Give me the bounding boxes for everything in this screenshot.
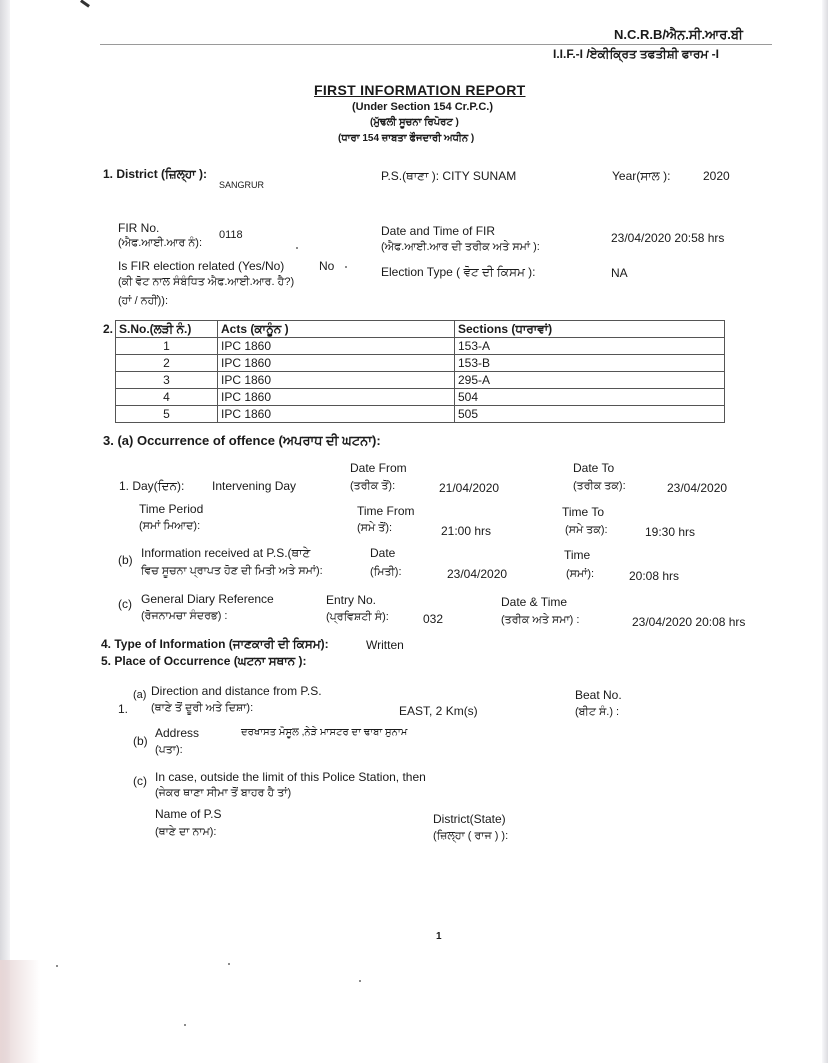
gd-label-pa: (ਰੋਜਨਾਮਚਾ ਸੰਦਰਭ) : [141,610,228,622]
report-subtitle-pa-2: (ਧਾਰਾ 154 ਜ਼ਾਬਤਾ ਫੌਜਦਾਰੀ ਅਧੀਨ ) [338,133,475,144]
acts-section-number: 2. [103,322,114,336]
table-row [116,355,725,372]
table-row [116,389,725,406]
time-from-label: Time From [357,504,415,518]
scan-speck [184,1024,186,1026]
gd-marker: (c) [118,597,132,611]
date-to-value: 23/04/2020 [667,481,728,495]
cell-sno: 3 [116,372,218,389]
district-state-label: District(State) [433,812,506,826]
cell-act: IPC 1860 [218,338,455,355]
date-to-label: Date To [573,461,615,475]
fir-no-value: 0118 [219,229,243,241]
entry-no-label: Entry No. [326,593,377,607]
address-label: Address [155,726,200,740]
info-received-label-pa: ਵਿਚ ਸੂਚਨਾ ਪ੍ਰਾਪਤ ਹੋਣ ਦੀ ਮਿਤੀ ਅਤੇ ਸਮਾਂ): [141,565,323,577]
election-related-value: No [319,259,335,273]
time-period-label: Time Period [139,502,204,516]
date-from-label: Date From [350,461,407,475]
scan-speck [80,0,90,8]
time-from-label-pa: (ਸਮੇ ਤੋਂ): [357,522,393,534]
fir-datetime-value: 23/04/2020 20:58 hrs [611,231,725,245]
iif-label: I.I.F.-I /ਏਕੀਕ੍ਰਿਤ ਤਫਤੀਸ਼ੀ ਫਾਰਮ -I [553,47,719,61]
ncrb-label: N.C.R.B/ਐਨ.ਸੀ.ਆਰ.ਬੀ [614,27,743,42]
scan-speck [345,266,347,268]
info-date-label: Date [370,546,396,560]
fir-datetime-label-pa: (ਐਫ.ਆਈ.ਆਰ ਦੀ ਤਰੀਕ ਅਤੇ ਸਮਾਂ ): [381,241,540,253]
info-time-value: 20:08 hrs [629,569,680,583]
occurrence-heading: 3. (a) Occurrence of offence (ਅਪਰਾਧ ਦੀ ਘਟਨਾ): [103,433,381,448]
district-state-label-pa: (ਜ਼ਿਲ੍ਹਾ ( ਰਾਜ ) ): [433,830,509,842]
acts-table [115,320,725,423]
info-type-value: Written [366,638,404,652]
time-from-value: 21:00 hrs [441,524,492,538]
beat-no-label-pa: (ਬੀਟ ਸੰ.) : [575,706,620,718]
cell-sno: 2 [116,355,218,372]
date-from-label-pa: (ਤਰੀਕ ਤੋਂ): [350,480,396,492]
election-related-label-pa-2: (ਹਾਂ / ਨਹੀਂ)): [118,295,169,307]
outside-ps-label-pa: (ਜੇਕਰ ਥਾਣਾ ਸੀਮਾ ਤੋਂ ਬਾਹਰ ਹੈ ਤਾਂ) [155,787,292,799]
header-rule [100,44,772,45]
date-from-value: 21/04/2020 [439,481,500,495]
election-type-label: Election Type ( ਵੋਟ ਦੀ ਕਿਸਮ ): [381,265,536,279]
election-related-label-pa: (ਕੀ ਵੋਟ ਨਾਲ ਸੰਬੰਧਿਤ ਐਫ.ਆਈ.ਆਰ. ਹੈ?) [118,276,295,288]
cell-section: 153-B [455,355,725,372]
cell-section: 295-A [455,372,725,389]
time-to-label-pa: (ਸਮੇ ਤਕ): [565,524,608,536]
day-label: 1. Day(ਦਿਨ): [119,479,185,493]
time-to-value: 19:30 hrs [645,525,696,539]
info-received-marker: (b) [118,553,133,567]
day-value: Intervening Day [212,479,297,493]
acts-table-header [116,321,725,338]
entry-no-value: 032 [423,612,444,626]
cell-act: IPC 1860 [218,389,455,406]
fir-no-label: FIR No. [118,221,160,235]
district-label: 1. District (ਜ਼ਿਲ੍ਹਾ ): [103,167,207,181]
gd-label: General Diary Reference [141,592,274,606]
ps-name-label-pa: (ਥਾਣੇ ਦਾ ਨਾਮ): [155,826,217,838]
direction-label: Direction and distance from P.S. [151,684,322,698]
cell-section: 153-A [455,338,725,355]
district-value: SANGRUR [219,180,265,190]
year-value: 2020 [703,169,730,183]
direction-value: EAST, 2 Km(s) [399,704,478,718]
election-related-label: Is FIR election related (Yes/No) [118,259,285,273]
page-edge-right [822,0,828,1063]
info-type-label: 4. Type of Information (ਜਾਣਕਾਰੀ ਦੀ ਕਿਸਮ): [101,637,329,651]
page-edge-left [0,0,10,1063]
cell-sno: 5 [116,406,218,423]
info-time-label-pa: (ਸਮਾਂ): [566,568,595,580]
table-row [116,406,725,423]
gd-datetime-label: Date & Time [501,595,568,609]
entry-no-label-pa: (ਪ੍ਰਵਿਸ਼ਟੀ ਸੰ): [326,611,389,623]
page-number: 1 [436,931,442,942]
cell-act: IPC 1860 [218,406,455,423]
cell-sno: 4 [116,389,218,406]
scan-speck [228,963,230,965]
year-label: Year(ਸਾਲ ): [612,169,671,183]
address-value: ਦਰਖਾਸਤ ਮੋਸੂਲ ,ਨੇੜੇ ਮਾਸਟਰ ਦਾ ਢਾਬਾ ਸੁਨਾਮ [241,727,408,738]
fir-datetime-label: Date and Time of FIR [381,224,496,238]
police-station-field: P.S.(ਥਾਣਾ ): CITY SUNAM [381,169,517,183]
direction-marker: (a) [133,689,147,701]
ps-name-label: Name of P.S [155,807,222,821]
address-marker: (b) [133,734,148,748]
cell-sno: 1 [116,338,218,355]
address-label-pa: (ਪਤਾ): [155,744,183,756]
info-time-label: Time [564,548,591,562]
gd-datetime-label-pa: (ਤਰੀਕ ਅਤੇ ਸਮਾ) : [501,614,580,626]
place-item-number: 1. [118,702,129,716]
scan-speck [359,980,361,982]
direction-label-pa: (ਥਾਣੇ ਤੋਂ ਦੂਰੀ ਅਤੇ ਦਿਸ਼ਾ): [151,702,254,714]
report-title: FIRST INFORMATION REPORT [314,82,526,98]
time-to-label: Time To [562,505,605,519]
election-type-value: NA [611,266,628,280]
info-received-label: Information received at P.S.(ਥਾਣੇ [141,546,311,560]
info-date-value: 23/04/2020 [447,567,508,581]
outside-ps-label: In case, outside the limit of this Police Station, then [155,770,426,784]
cell-act: IPC 1860 [218,372,455,389]
gd-datetime-value: 23/04/2020 20:08 hrs [632,615,746,629]
report-subtitle-pa: (ਮੁੱਢਲੀ ਸੂਚਨਾ ਰਿਪੋਰਟ ) [370,117,459,128]
fir-no-label-pa: (ਐਫ.ਆਈ.ਆਰ ਨੰ): [118,237,202,249]
report-subtitle-en: (Under Section 154 Cr.P.C.) [352,101,494,113]
table-row [116,338,725,355]
info-date-label-pa: (ਮਿਤੀ): [370,566,402,578]
scan-speck [296,247,298,249]
outside-marker: (c) [133,774,147,788]
table-row [116,372,725,389]
column-header-acts: Acts (ਕਾਨੂੰਨ ) [218,321,455,338]
cell-section: 505 [455,406,725,423]
beat-no-label: Beat No. [575,688,622,702]
cell-section: 504 [455,389,725,406]
place-heading: 5. Place of Occurrence (ਘਟਨਾ ਸਥਾਨ ): [101,654,307,668]
scan-speck [56,965,58,967]
column-header-sections: Sections (ਧਾਰਾਵਾਂ) [455,321,725,338]
date-to-label-pa: (ਤਰੀਕ ਤਕ): [573,480,626,492]
page-edge-shadow [0,960,40,1063]
column-header-sno: S.No.(ਲੜੀ ਨੰ.) [116,321,218,338]
time-period-label-pa: (ਸਮਾਂ ਮਿਆਦ): [139,520,201,532]
cell-act: IPC 1860 [218,355,455,372]
